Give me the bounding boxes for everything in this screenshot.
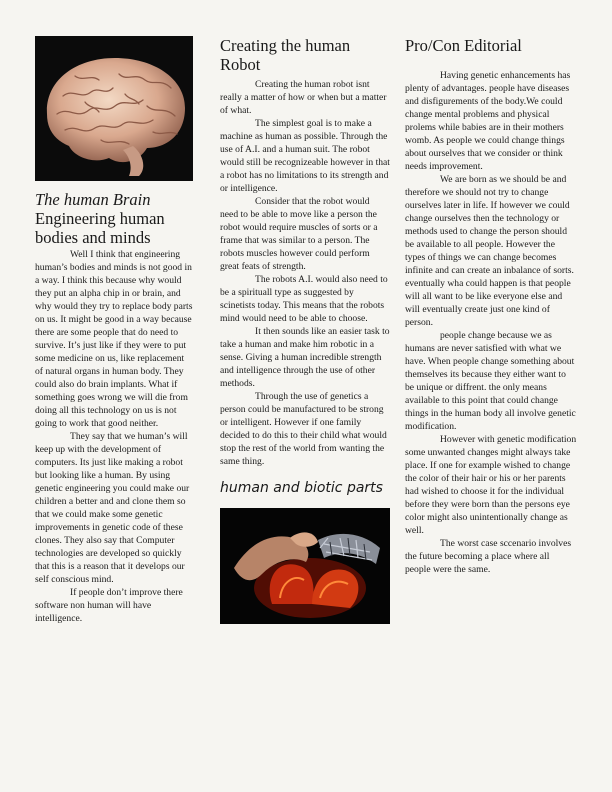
column-3 [405, 0, 577, 576]
brain-image [35, 36, 193, 181]
heading-human-brain: The human Brain [35, 190, 151, 209]
paragraph: We are born as we should be and therefore we should not try to change ourselves later in life. If however we could change ourselves then the technology or methods used to change the person should be available to all people. However the types of things we can change becomes infinite and can create an inbalance of sorts. eventually wha could happen is that people will all want to be like everyone else and will eventually create just one kind of person. [405, 174, 574, 328]
paragraph: Consider that the robot would need to be able to move like a person the robot would require muscles of sorts or a frame that was similar to a person. The robots muscles however could perform great feats of strength. [220, 196, 378, 272]
heading-creating-robot: Creating the human Robot [220, 36, 351, 74]
robot-arm-image [220, 508, 390, 624]
paragraph: It then sounds like an easier task to take a human and make him robotic in a sense. Giving a human incredible strength and intelligence through the use of other methods. [220, 326, 390, 389]
paragraph: The worst case sccenario involves the future becoming a place where all people were the same. [405, 538, 572, 575]
paragraph: Through the use of genetics a person could be manufactured to be strong or intelligent. However if one family decided to do this to their child what would stop the rest of the world from wanting the same thing. [220, 391, 387, 467]
heading-biotic-parts: human and biotic parts [220, 480, 383, 496]
paragraph: Well I think that engineering human’s bodies and minds is not good in a way. I think this because why would they put an alpha chip in or brain, and why would they try to replace body parts on us. It might be good in a way because there are some people that do need to survive. It’s just like if they were to put some medicine on us, like replacement of natural organs in human body. They could also do brain implants. What if something goes wrong we will die from doing all this technology on us is not going to work that good neither. [35, 249, 193, 429]
paragraph: The robots A.I. would also need to be a spirituall type as suggested by scinetists today. This means that the robots mind would need to be able to choose. [220, 274, 388, 324]
column-2 [220, 0, 390, 624]
paragraph: They say that we human’s will keep up with the development of computers. Its just like making a robot but looking like a human. By using genetic engineering you could make our children a better and and clone them so that we could make some genetic improvements in genetic code of these clones. They also say that Computer technologies are developed so quickly that this is a reason that it develops our self conscious mind. [35, 431, 190, 585]
paragraph: people change because we as humans are never satisfied with what we have. When people change something about themselves its because they either want to be unique or diffrent. the only means available to this point that could change things in the human body all involve genetic modification. [405, 330, 576, 432]
paragraph: However with genetic modification some unwanted changes might always take place. If one for example wished to change the color of their hair or his or her parents had wished to choose it for the individual before they were born than the persons eye color might also unintentionally change as well. [405, 434, 577, 536]
heading-engineering: Engineering human bodies and minds [35, 209, 165, 247]
paragraph: The simplest goal is to make a machine as human as possible. Through the use of A.I. and a human suit. The robot would still be recognizeable however in that a robot has no limitations to its strength and or intelligence. [220, 118, 390, 194]
column-1 [35, 0, 193, 625]
paragraph: If people don’t improve there software non human will have intelligence. [35, 587, 183, 624]
heading-pro-con-editorial: Pro/Con Editorial [405, 36, 522, 55]
paragraph: Having genetic enhancements has plenty of advantages. people have diseases and disfigurements of the body.We could change mental problems and physical prolems while babies are in their mothers womb. As people we could change things about ourselves that we consider or think needs improvement. [405, 70, 571, 172]
paragraph: Creating the human robot isnt really a matter of how or when but a matter of what. [220, 79, 387, 116]
